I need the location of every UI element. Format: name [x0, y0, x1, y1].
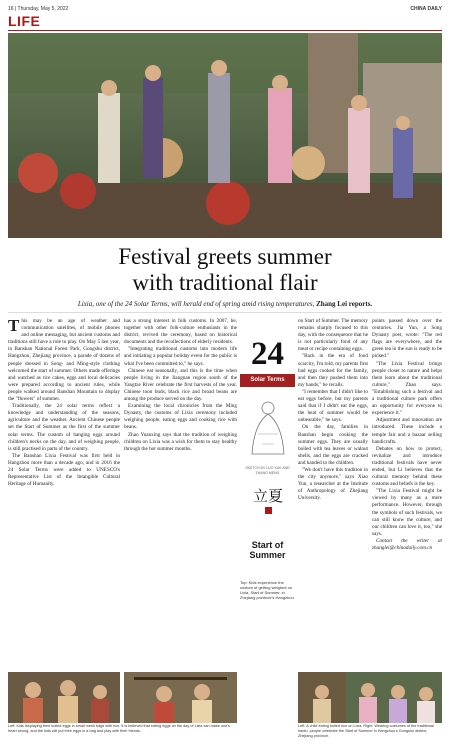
- lead-photo-illustration: [8, 33, 442, 238]
- paragraph: Zhao Yuanxing says that the tradition of weighing children on Lixia was a wish for them to stay healthy through the hot summer months.: [124, 431, 237, 452]
- paragraph: Chinese eat seasonally, and this is the time when people living in the Jiangnan region south of the Yangtze River celebrate the first harvests of the year. Chinese toon buds, black rice and broad beans are among the produce served on the day.: [124, 367, 237, 403]
- summer-sketch-illustration: [244, 394, 291, 462]
- lixia-seal-text: 立夏: [252, 487, 283, 505]
- page-header: [8, 4, 442, 14]
- sketch-credit: SKETCH BY LUO XUE AND ZHANG MENG: [245, 466, 290, 475]
- writer-contact: Contact the writer at zhanglei@chinadaily.com.cn: [372, 537, 442, 551]
- paragraph: [8, 318, 120, 403]
- paragraph: points passed down over the centuries. Jia Yun, a Song Dynasty poet, wrote: "The red flags are everywhere, and the green tea in the sun is ready to be picked.": [372, 318, 442, 360]
- paragraph: Debates on how to protect, revitalize and introduce traditional festivals have never ended, but Li believes that the cultural memory behind these customs and beliefs is the key.: [372, 445, 442, 488]
- paragraph: "We don't have this tradition in the city anymore," says Xiao Yun, a researcher at the Institute of Anthropology of Zhejiang University.: [298, 466, 368, 502]
- solar-terms-sidebar: [240, 318, 295, 688]
- seal-stamp: [265, 507, 272, 514]
- paragraph: on Start of Summer. The memory remains sharply focused to this day, with the consequence that he is not particularly fond of any meat or recipe containing eggs.: [298, 318, 368, 353]
- headline-line-2: with traditional flair: [132, 270, 318, 295]
- photo-kids-weighing: [124, 672, 237, 723]
- article-column-4: [372, 318, 442, 718]
- start-of-label: Start of: [251, 540, 284, 550]
- deck-byline: Zhang Lei reports.: [316, 300, 373, 308]
- paragraph: has a strong interest in folk customs. In 2007, he, together with other folk-culture enthusiasts in the district, revived the ceremony, based on historical documents and the recollections of elderly residents.: [124, 318, 237, 346]
- paragraph: "The Lixia Festival might be viewed by many as a mere performance. However, through the symbols of such festivals, we can still know the culture, and our children can love it, too," she says.: [372, 488, 442, 537]
- headline-line-1: Festival greets summer: [118, 244, 332, 269]
- paragraph-text: his may be an age of weather and communication satellites, of mobile phones and online messaging, but ancient customs and traditions still have a role to play. On May 5 last year, in Banshan National Forest Park, Gongshu district, Hangzhou, Zhejiang province, a parade of dozens of people dressed in Song- and Ming-style clothing welcomed the start of summer. Others made offerings and watched as rice cakes, eggs and local delicacies were prepared according to ancient rules, while people walked around Banshan Mountain to display the "flowers" of summer.: [8, 318, 120, 403]
- solar-terms-label: Solar Terms: [240, 374, 295, 387]
- solar-terms-number: 24: [251, 336, 284, 372]
- section-rule: [8, 30, 442, 31]
- paragraph: Traditionally, the 24 solar terms reflect a knowledge and understanding of the seasons, agriculture and the weather. Ancient Chinese people set the Start of Summer as the first of the summer solar terms. The custom of hanging eggs around children's necks on the day, and of weighing people, is still practised in parts of the country.: [8, 403, 120, 452]
- photo-kids-eggs: [8, 672, 120, 723]
- article-column-3: [298, 318, 368, 718]
- photo-kids-eggs-illustration: [8, 672, 120, 723]
- page-info: 16 | Thursday, May 5, 2022: [8, 6, 69, 12]
- start-of-summer-title: [240, 540, 295, 560]
- photo-kids-weighing-illustration: [124, 672, 237, 723]
- lead-photo: [8, 33, 442, 238]
- deck-rule: [8, 312, 442, 313]
- article-column-1: [8, 318, 120, 668]
- paragraph: "Back in the era of food scarcity, I'm told, my parents first had eggs cooked for the family, and then they pushed them into my hands," he recalls.: [298, 353, 368, 388]
- photo-celebration-illustration: [298, 672, 442, 723]
- paragraph: "I remember that I didn't like to eat eggs before, but my parents said that if I didn't eat the eggs, the heat of summer would be unbearable," he says.: [298, 388, 368, 424]
- caption-right: Left: A child eating boiled rice on Lixia. Right: Wearing costumes of the traditional hanfu, people celebrate the Start of Summer in Hangzhou's Gongshu district, Zhejiang province.: [298, 724, 434, 738]
- deck: [8, 300, 442, 308]
- deck-text: Lixia, one of the 24 Solar Terms, will herald end of spring amid rising temperatures,: [77, 300, 315, 308]
- photo-celebration: [298, 672, 442, 723]
- paragraph: The Banshan Lixia Festival was first held in Hangzhou more than a decade ago, and in 2016 the 24 Solar Terms were added to UNESCO's Representative List of the Intangible Cultural Heritage of Humanity.: [8, 452, 120, 488]
- top-caption: Top: Kids experience the custom of getting weighed on Lixia, Start of Summer, in Zhejiang province's Hangzhou.: [240, 580, 295, 600]
- paragraph: Examining the local chronicles from the Ming Dynasty, the customs of Lixia ceremony included weighing people, eating eggs and cooking rice with beans.: [124, 403, 237, 431]
- article-column-2: [124, 318, 237, 668]
- caption-left: Left: Kids displaying their boiled eggs in small mesh bags with rice. It is believed that eating eggs on the day of Lixia can make one's heart strong, and the kids will put their eggs in a bag and play with their friends.: [8, 724, 230, 733]
- paragraph: "Integrating traditional customs into modern life and initiating a popular holiday event for the public is what I've been committed to," he says.: [124, 346, 237, 367]
- lixia-seal: [250, 488, 286, 514]
- paragraph: Adjustment and innovation are introduced. These include a temple fair and a bazaar selling handicrafts.: [372, 417, 442, 445]
- section-label: LIFE: [8, 13, 41, 29]
- paragraph: On the day, families in Banshan begin cooking the summer eggs. They are usually boiled with tea leaves or walnut shells, and the eggs are cracked and handed to the children.: [298, 424, 368, 466]
- paragraph: "The Lixia Festival brings people closer to nature and helps them learn about the traditional culture," Zhao says. "Establishing such a festival and a traditional culture park offers an opportunity for everyone to experience it.": [372, 360, 442, 417]
- paper-name: CHINA DAILY: [410, 6, 442, 12]
- drop-cap: T: [8, 318, 20, 335]
- summer-label: Summer: [249, 550, 286, 560]
